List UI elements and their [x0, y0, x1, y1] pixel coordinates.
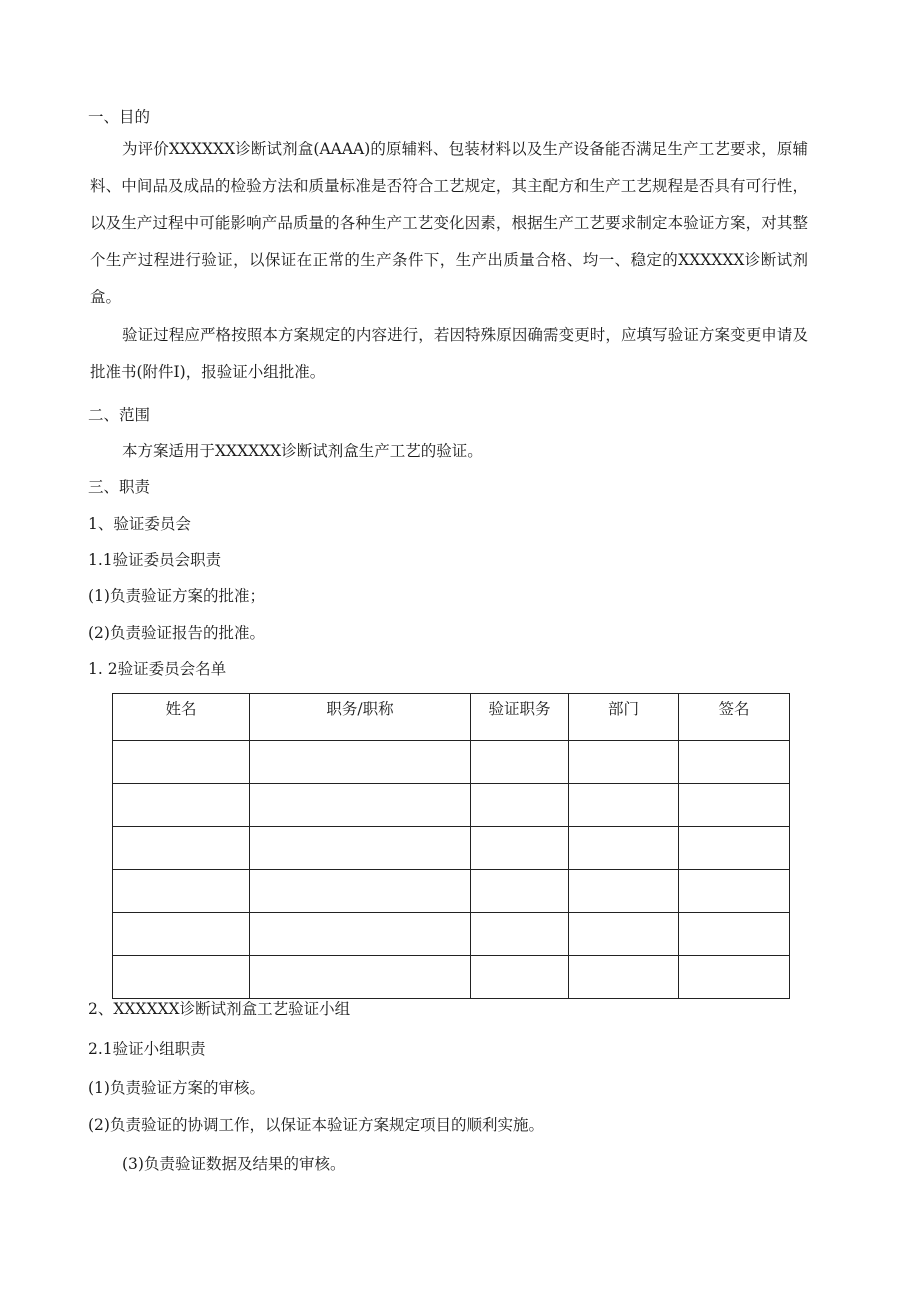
table-cell	[679, 870, 790, 913]
table-cell	[569, 870, 679, 913]
table-cell	[569, 784, 679, 827]
table-cell	[679, 827, 790, 870]
table-cell	[471, 870, 569, 913]
section-purpose-paragraph-2: 验证过程应严格按照本方案规定的内容进行，若因特殊原因确需变更时，应填写验证方案变更申请及批准书(附件I)，报验证小组批准。	[90, 326, 808, 381]
section-scope-paragraph: 本方案适用于XXXXXX诊断试剂盒生产工艺的验证。	[122, 442, 483, 460]
table-cell	[113, 741, 250, 784]
table-cell	[250, 913, 471, 956]
table-cell	[569, 913, 679, 956]
table-row	[113, 741, 790, 784]
section-scope-heading: 二、范围	[88, 406, 151, 424]
section-duties-heading: 三、职责	[88, 478, 151, 496]
table-cell	[113, 913, 250, 956]
table-cell	[471, 827, 569, 870]
table-row	[113, 956, 790, 999]
table-header-name: 姓名	[113, 694, 250, 741]
table-cell	[679, 913, 790, 956]
table-cell	[471, 956, 569, 999]
table-cell	[471, 913, 569, 956]
table-row	[113, 827, 790, 870]
group-heading: 2、XXXXXX诊断试剂盒工艺验证小组	[88, 1000, 351, 1018]
table-row	[113, 913, 790, 956]
table-header-signature: 签名	[679, 694, 790, 741]
table-cell	[250, 827, 471, 870]
table-cell	[250, 784, 471, 827]
table-cell	[471, 784, 569, 827]
table-cell	[250, 870, 471, 913]
table-cell	[679, 784, 790, 827]
group-duties-heading: 2.1验证小组职责	[88, 1040, 206, 1058]
committee-duty-1: (1)负责验证方案的批准；	[88, 587, 265, 605]
group-duty-1: (1)负责验证方案的审核。	[88, 1079, 265, 1097]
section-purpose-heading: 一、目的	[88, 108, 151, 126]
table-cell	[679, 741, 790, 784]
section-purpose-paragraph-1: 为评价XXXXXX诊断试剂盒(AAAA)的原辅料、包装材料以及生产设备能否满足生产工艺要求，原辅料、中间品及成品的检验方法和质量标准是否符合工艺规定，其主配方和生产工艺规程是否具有可行性，以及生产过程中可能影响产品质量的各种生产工艺变化因素，根据生产工艺要求制定本验证方案，对其整个生产过程进行验证，以保证在正常的生产条件下，生产出质量合格、均一、稳定的XXXXXX诊断试剂盒。	[90, 140, 808, 306]
table-cell	[113, 956, 250, 999]
committee-members-table	[112, 693, 790, 999]
table-cell	[250, 956, 471, 999]
table-cell	[250, 741, 471, 784]
committee-duties-heading: 1.1验证委员会职责	[88, 551, 222, 569]
table-cell	[569, 827, 679, 870]
table-header-department: 部门	[569, 694, 679, 741]
group-duty-3: (3)负责验证数据及结果的审核。	[122, 1155, 346, 1173]
table-row	[113, 870, 790, 913]
table-header-row	[113, 694, 790, 741]
table-cell	[471, 741, 569, 784]
table-header-title: 职务/职称	[250, 694, 471, 741]
table-cell	[113, 827, 250, 870]
table-cell	[569, 956, 679, 999]
committee-duty-2: (2)负责验证报告的批准。	[88, 624, 265, 642]
table-cell	[679, 956, 790, 999]
table-row	[113, 784, 790, 827]
table-header-validation-role: 验证职务	[471, 694, 569, 741]
table-cell	[113, 784, 250, 827]
table-cell	[113, 870, 250, 913]
committee-list-heading: 1. 2验证委员会名单	[88, 660, 227, 678]
group-duty-2: (2)负责验证的协调工作，以保证本验证方案规定项目的顺利实施。	[88, 1116, 544, 1134]
committee-heading: 1、验证委员会	[88, 515, 191, 533]
table-cell	[569, 741, 679, 784]
